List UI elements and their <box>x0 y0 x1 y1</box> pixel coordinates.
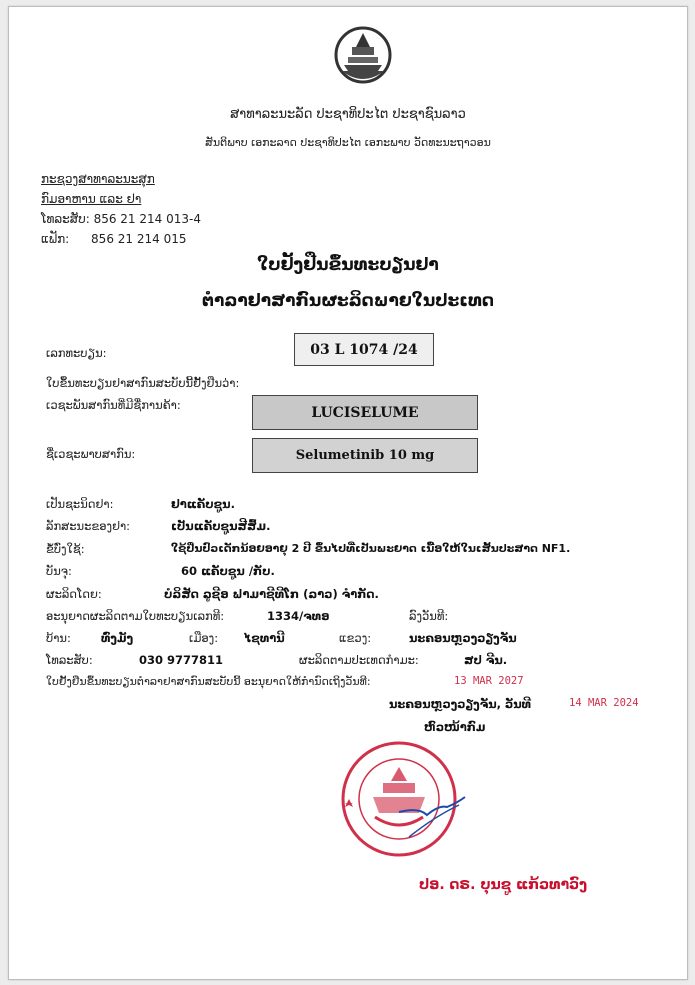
national-emblem-icon <box>334 25 392 87</box>
official-seal-icon <box>339 737 469 867</box>
ministry-block <box>41 169 201 249</box>
province-label: ແຂວງ: <box>339 631 372 645</box>
republic-line: ສາທາລະນະລັດ ປະຊາທິປະໄຕ ປະຊາຊົນລາວ <box>230 107 466 122</box>
form-label: ເປັນຊະນິດຢາ: <box>46 497 114 511</box>
certificate-sheet <box>8 6 688 980</box>
license-date-label: ລົງວັນທີ: <box>409 609 449 623</box>
trade-name-box: LUCISELUME <box>252 395 478 430</box>
generic-name-label: ຊື່ເວຊະພາບສາກົນ: <box>46 447 136 461</box>
registration-intro: ໃບຂຶ້ນທະບຽນຢາສາກົນສະບັບນີ້ຢັ້ງຢືນວ່າ: <box>46 376 240 390</box>
phone-line <box>41 209 201 229</box>
appearance-label: ລັກສະນະຂອງຢາ: <box>46 519 131 533</box>
license-value: 1334/ຈທອ <box>267 609 330 623</box>
signing-place-line: ນະຄອນຫຼວງວຽງຈັນ, ວັນທີ <box>389 697 532 711</box>
trade-name-label: ເວຊະພັນສາກົນທີ່ມີຊື່ການຄ້າ: <box>46 398 181 412</box>
generic-name-box: Selumetinib 10 mg <box>252 438 478 473</box>
certificate-subtitle: ຕໍາລາຢາສາກົນຜະລິດພາຍໃນປະເທດ <box>201 291 494 311</box>
motto-line: ສັນຕິພາບ ເອກະລາດ ປະຊາທິປະໄຕ ເອກະພາບ ວັດທະນະຖາວອນ <box>205 136 491 149</box>
district-value: ໄຊທານີ <box>244 631 285 645</box>
manufacturer-label: ຜະລິດໂດຍ: <box>46 587 102 601</box>
department-name: ກົມອາຫານ ແລະ ຢາ <box>41 192 142 206</box>
certificate-title: ໃບຢັ້ງຢືນຂຶ້ນທະບຽນຢາ <box>257 255 439 275</box>
ministry-name: ກະຊວງສາທາລະນະສຸກ <box>41 172 155 186</box>
pack-label: ບັນຈຸ: <box>46 564 72 578</box>
signatory-name: ປອ. ດຣ. ບຸນຊູ ແກ້ວທາວົງ <box>419 877 588 893</box>
tel-label: ໂທລະສັບ: <box>46 653 93 667</box>
fax-line <box>41 229 201 249</box>
license-label: ອະນຸຍາດຜະລິດຕາມໃບທະບຽນເລກທີ: <box>46 609 225 623</box>
validity-text: ໃບຢັ້ງຢືນຂຶ້ນທະບຽນຕໍາລາຢາສາກົນສະບັບນີ້ ອະນຸຍາດໃຫ້ກໍານົດເຖິງວັນທີ: <box>46 675 371 688</box>
signing-role: ຫົວໜ້າກົມ <box>424 720 486 734</box>
fax-value: 856 21 214 015 <box>91 232 187 246</box>
province-value: ນະຄອນຫຼວງວຽງຈັນ <box>409 631 517 645</box>
phone-label: ໂທລະສັບ: <box>41 212 90 226</box>
district-label: ເມືອງ: <box>189 631 219 645</box>
indication-value: ໃຊ້ປິ່ນປົວເດັກນ້ອຍອາຍຸ 2 ປີ ຂຶ້ນໄປທີ່ເປັນພະຍາດ ເນື້ອໃຫ້ໃນເສັ້ນປະສາດ NF1. <box>171 542 571 555</box>
village-label: ບ້ານ: <box>46 631 71 645</box>
pack-value: 60 ແຄັບຊູນ /ກັບ. <box>181 564 275 578</box>
origin-label: ຜະລິດຕາມປະເທດກໍາມະ: <box>299 653 419 667</box>
registration-number-label: ເລກທະບຽນ: <box>46 346 107 360</box>
fax-label: ແຟັກ: <box>41 232 70 246</box>
appearance-value: ເປັນແຄັບຊູນສີສົ້ມ. <box>171 519 271 533</box>
form-value: ຢາແຄັບຊູນ. <box>171 497 235 511</box>
issue-date-stamp: 14 MAR 2024 <box>569 697 639 709</box>
phone-value: 856 21 214 013-4 <box>93 212 201 226</box>
origin-value: ສປ ຈີນ. <box>464 653 508 667</box>
registration-number-box: 03 L 1074 /24 <box>294 333 434 366</box>
indication-label: ຂໍ້ບົ່ງໃຊ້: <box>46 542 85 556</box>
village-value: ທົ່ງມັງ <box>101 631 134 645</box>
tel-value: 030 9777811 <box>139 653 224 667</box>
validity-date-stamp: 13 MAR 2027 <box>454 675 524 687</box>
manufacturer-value: ບໍລິສັດ ລູຊີອ ຟາມາຊີທີໂກ (ລາວ) ຈໍາກັດ. <box>164 587 379 601</box>
